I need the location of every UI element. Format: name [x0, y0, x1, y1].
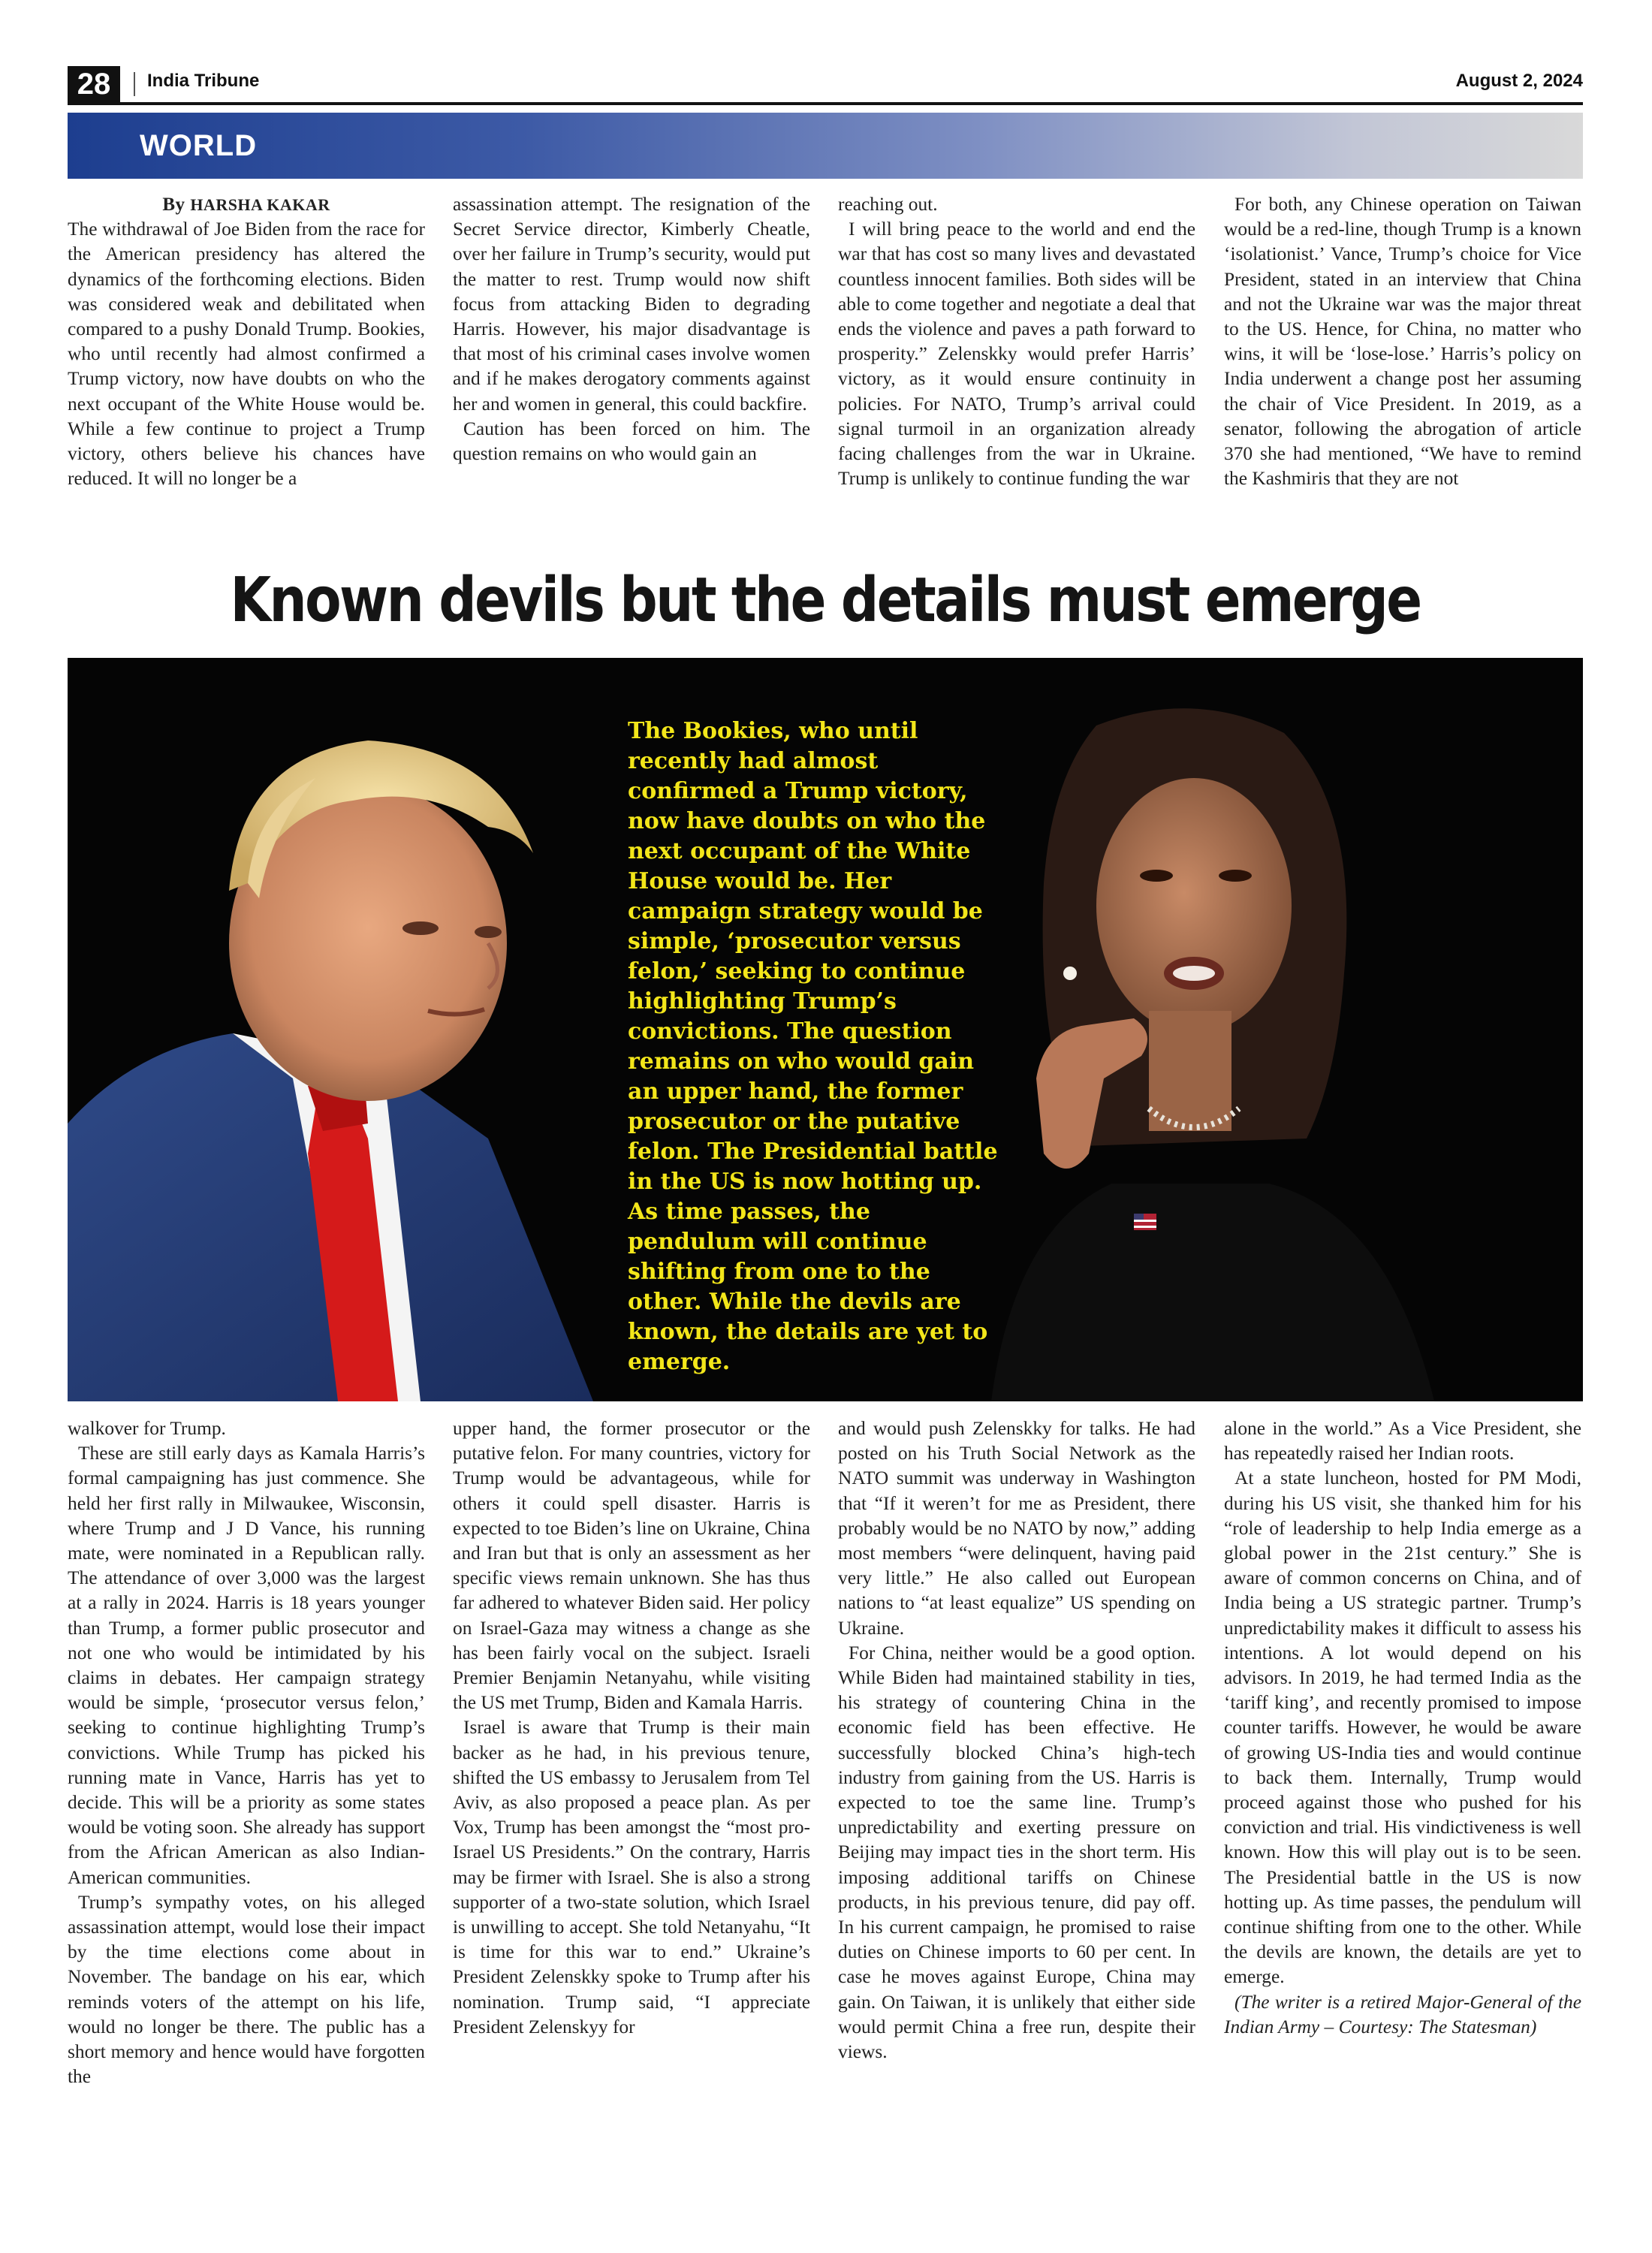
paragraph: walkover for Trump.	[68, 1418, 226, 1439]
paragraph: These are still early days as Kamala Harris’s formal campaigning has just commence. She held her first rally in Milwaukee, Wisconsin, where Trump and J D Vance, his running mate, were nominated in a Republican rally. The attendance of over 3,000 was the largest at a rally in 2024. Harris is 18 years younger than Trump, a former public prosecutor and not one who would be intimidated by his claims in debates. Her campaign strategy would be simple, ‘prosecutor versus felon,’ seeking to continue highlighting Trump’s convictions. While Trump has picked his running mate in Vance, Harris has yet to decide. This will be a priority as some states would be voting soon. She already has support from the African American as also Indian-American communities.	[68, 1443, 425, 1888]
bottom-column-3	[838, 1416, 1195, 2212]
paragraph: Israel is aware that Trump is their main backer as he had, in his previous tenure, shifted the US embassy to Jerusalem from Tel Aviv, as also proposed a peace plan. As per Vox, Trump has been amongst the “most pro-Israel US Presidents.” On the contrary, Harris may be firmer with Israel. She is also a strong supporter of a two-state solution, which Israel is unwilling to accept. She told Netanyahu, “It is time for this war to end.” Ukraine’s President Zelenskky spoke to Trump after his nomination. Trump said, “I appreciate President Zelenskyy for	[453, 1717, 810, 2037]
paragraph: and would push Zelenskky for talks. He had posted on his Truth Social Network as the NATO summit was underway in Washington that “If it weren’t for me as President, there probably would be no NATO by now,” adding most members “were delinquent, having paid very little.” He also called out European nations to “at least equalize” US spending on Ukraine.	[838, 1418, 1195, 1639]
byline	[68, 192, 425, 217]
section-title: WORLD	[140, 129, 258, 162]
paragraph: For China, neither would be a good option. While Biden had maintained stability in ties, his strategy of countering China in the economic field has been effective. He successfully blocked China’s high-tech industry from gaining from the US. Harris is expected to toe the same line. Trump’s unpredictability and exerting pressure on Beijing may impact ties in the short term. His imposing additional tariffs on Chinese products, in his previous tenure, did pay off. In his current campaign, he promised to raise duties on Chinese imports to 60 per cent. In case he moves against Europe, China may gain. On Taiwan, it is unlikely that either side would permit China a free run, despite their views.	[838, 1642, 1195, 2063]
bottom-column-1	[68, 1416, 425, 2212]
pearl-earring	[1063, 967, 1077, 980]
feature-photo	[68, 658, 1583, 1401]
headline: Known devils but the details must emerge	[230, 565, 1421, 636]
paragraph: The withdrawal of Joe Biden from the race for the American presidency has altered the dynamics of the forthcoming elections. Biden was considered weak and debilitated when compared to a pushy Donald Trump. Bookies, who until recently had almost confirmed a Trump victory, now have doubts on who the next occupant of the White House would be. While a few continue to project a Trump victory, others believe his chances have reduced. It will no longer be a	[68, 219, 425, 490]
publication-name: India Tribune	[147, 71, 260, 91]
black-top	[991, 1184, 1434, 1401]
trump-figure	[68, 740, 593, 1401]
paragraph: I will bring peace to the world and end the war that has cost so many lives and devastated countless innocent families. Both sides will be able to come together and negotiate a deal that ends the violence and paves a path forward to prosperity.” Zelenskky would prefer Harris’ victory, as it would ensure continuity in policies. For NATO, Trump’s arrival could signal turmoil in an organization already facing challenges from the war in Ukraine. Trump is unlikely to continue funding the war	[838, 219, 1195, 490]
top-column-1	[68, 192, 425, 545]
page-number: 28	[68, 66, 120, 102]
section-banner	[68, 113, 1583, 179]
paragraph: assassination attempt. The resignation of the Secret Service director, Kimberly Cheatle, over her failure in Trump’s security, would put the matter to rest. Trump would now shift focus from attacking Biden to degrading Harris. However, his major disadvantage is that most of his criminal cases involve women and if he makes derogatory comments against her and women in general, this could backfire.	[453, 194, 810, 415]
paragraph: At a state luncheon, hosted for PM Modi, during his US visit, she thanked him for his “role of leadership to help India emerge as a global power in the 21st century.” She is aware of common concerns on China, and of India being a US strategic partner. Trump’s unpredictability makes it difficult to assess his intentions. A lot would depend on his advisors. In 2019, he had termed India as the ‘tariff king’, and recently promised to impose counter tariffs. However, he would be aware of growing US-India ties and would continue to back them. Internally, Trump would proceed against those who pushed for his conviction and trial. His vindictiveness is well known. How this will play out is to be seen. The Presidential battle in the US is now hotting up. As time passes, the pendulum will continue shifting from one to the other. While the devils are known, the details are yet to emerge.	[1224, 1467, 1581, 1988]
issue-date: August 2, 2024	[1455, 71, 1583, 91]
paragraph: upper hand, the former prosecutor or the putative felon. For many countries, victory for Trump would be advantageous, while for others it could spell disaster. Harris is expected to toe Biden’s line on Ukraine, China and Iran but that is only an assessment as her specific views remain unknown. She has thus far adhered to whatever Biden said. Her policy on Israel-Gaza may witness a change as she has been fairly vocal on the subject. Israeli Premier Benjamin Netanyahu, while visiting the US met Trump, Biden and Kamala Harris.	[453, 1418, 810, 1714]
author-credit: (The writer is a retired Major-General of the Indian Army – Courtesy: The Statesman)	[1224, 1991, 1581, 2037]
paragraph: Caution has been forced on him. The question remains on who would gain an	[453, 418, 810, 465]
paragraph: reaching out.	[838, 194, 938, 215]
byline-author: HARSHA KAKAR	[190, 195, 330, 214]
byline-prefix: By	[162, 195, 185, 215]
bottom-column-4	[1224, 1416, 1581, 2212]
paragraph: Trump’s sympathy votes, on his alleged assassination attempt, would lose their impact by the time elections come about in November. The bandage on his ear, which reminds voters of the attempt on his life, would no longer be there. The public has a short memory and hence would have forgotten the	[68, 1891, 425, 2088]
header-rule	[68, 102, 1583, 105]
paragraph: alone in the world.” As a Vice President, she has repeatedly raised her Indian roots.	[1224, 1418, 1581, 1464]
pull-quote: The Bookies, who until recently had almost confirmed a Trump victory, now have doubts on who the next occupant of the White House would be. Her campaign strategy would be simple, ‘prosecutor versus felon,’ seeking to continue highlighting Trump’s convictions. The question remains on who would gain an upper hand, the former prosecutor or the putative felon. The Presidential battle in the US is now hotting up. As time passes, the pendulum will continue shifting from one to the other. While the devils are known, the details are yet to emerge.	[628, 718, 998, 1375]
top-column-3	[838, 192, 1195, 545]
harris-figure	[991, 708, 1434, 1401]
top-column-4	[1224, 192, 1581, 545]
top-column-2	[453, 192, 810, 545]
bottom-column-2	[453, 1416, 810, 2212]
header-divider	[134, 72, 135, 96]
page-header	[68, 66, 1583, 102]
harris-face	[1096, 778, 1292, 1033]
paragraph: For both, any Chinese operation on Taiwan would be a red-line, though Trump is a known ‘isolationist.’ Vance, Trump’s choice for Vice President, stated in an interview that China and not the Ukraine war was the major threat to the US. Hence, for China, no matter who wins, it will be ‘lose-lose.’ Harris’s policy on India underwent a change post her assuming the chair of Vice President. In 2019, as a senator, following the abrogation of article 370 she had mentioned, “We have to remind the Kashmiris that they are not	[1224, 194, 1581, 490]
